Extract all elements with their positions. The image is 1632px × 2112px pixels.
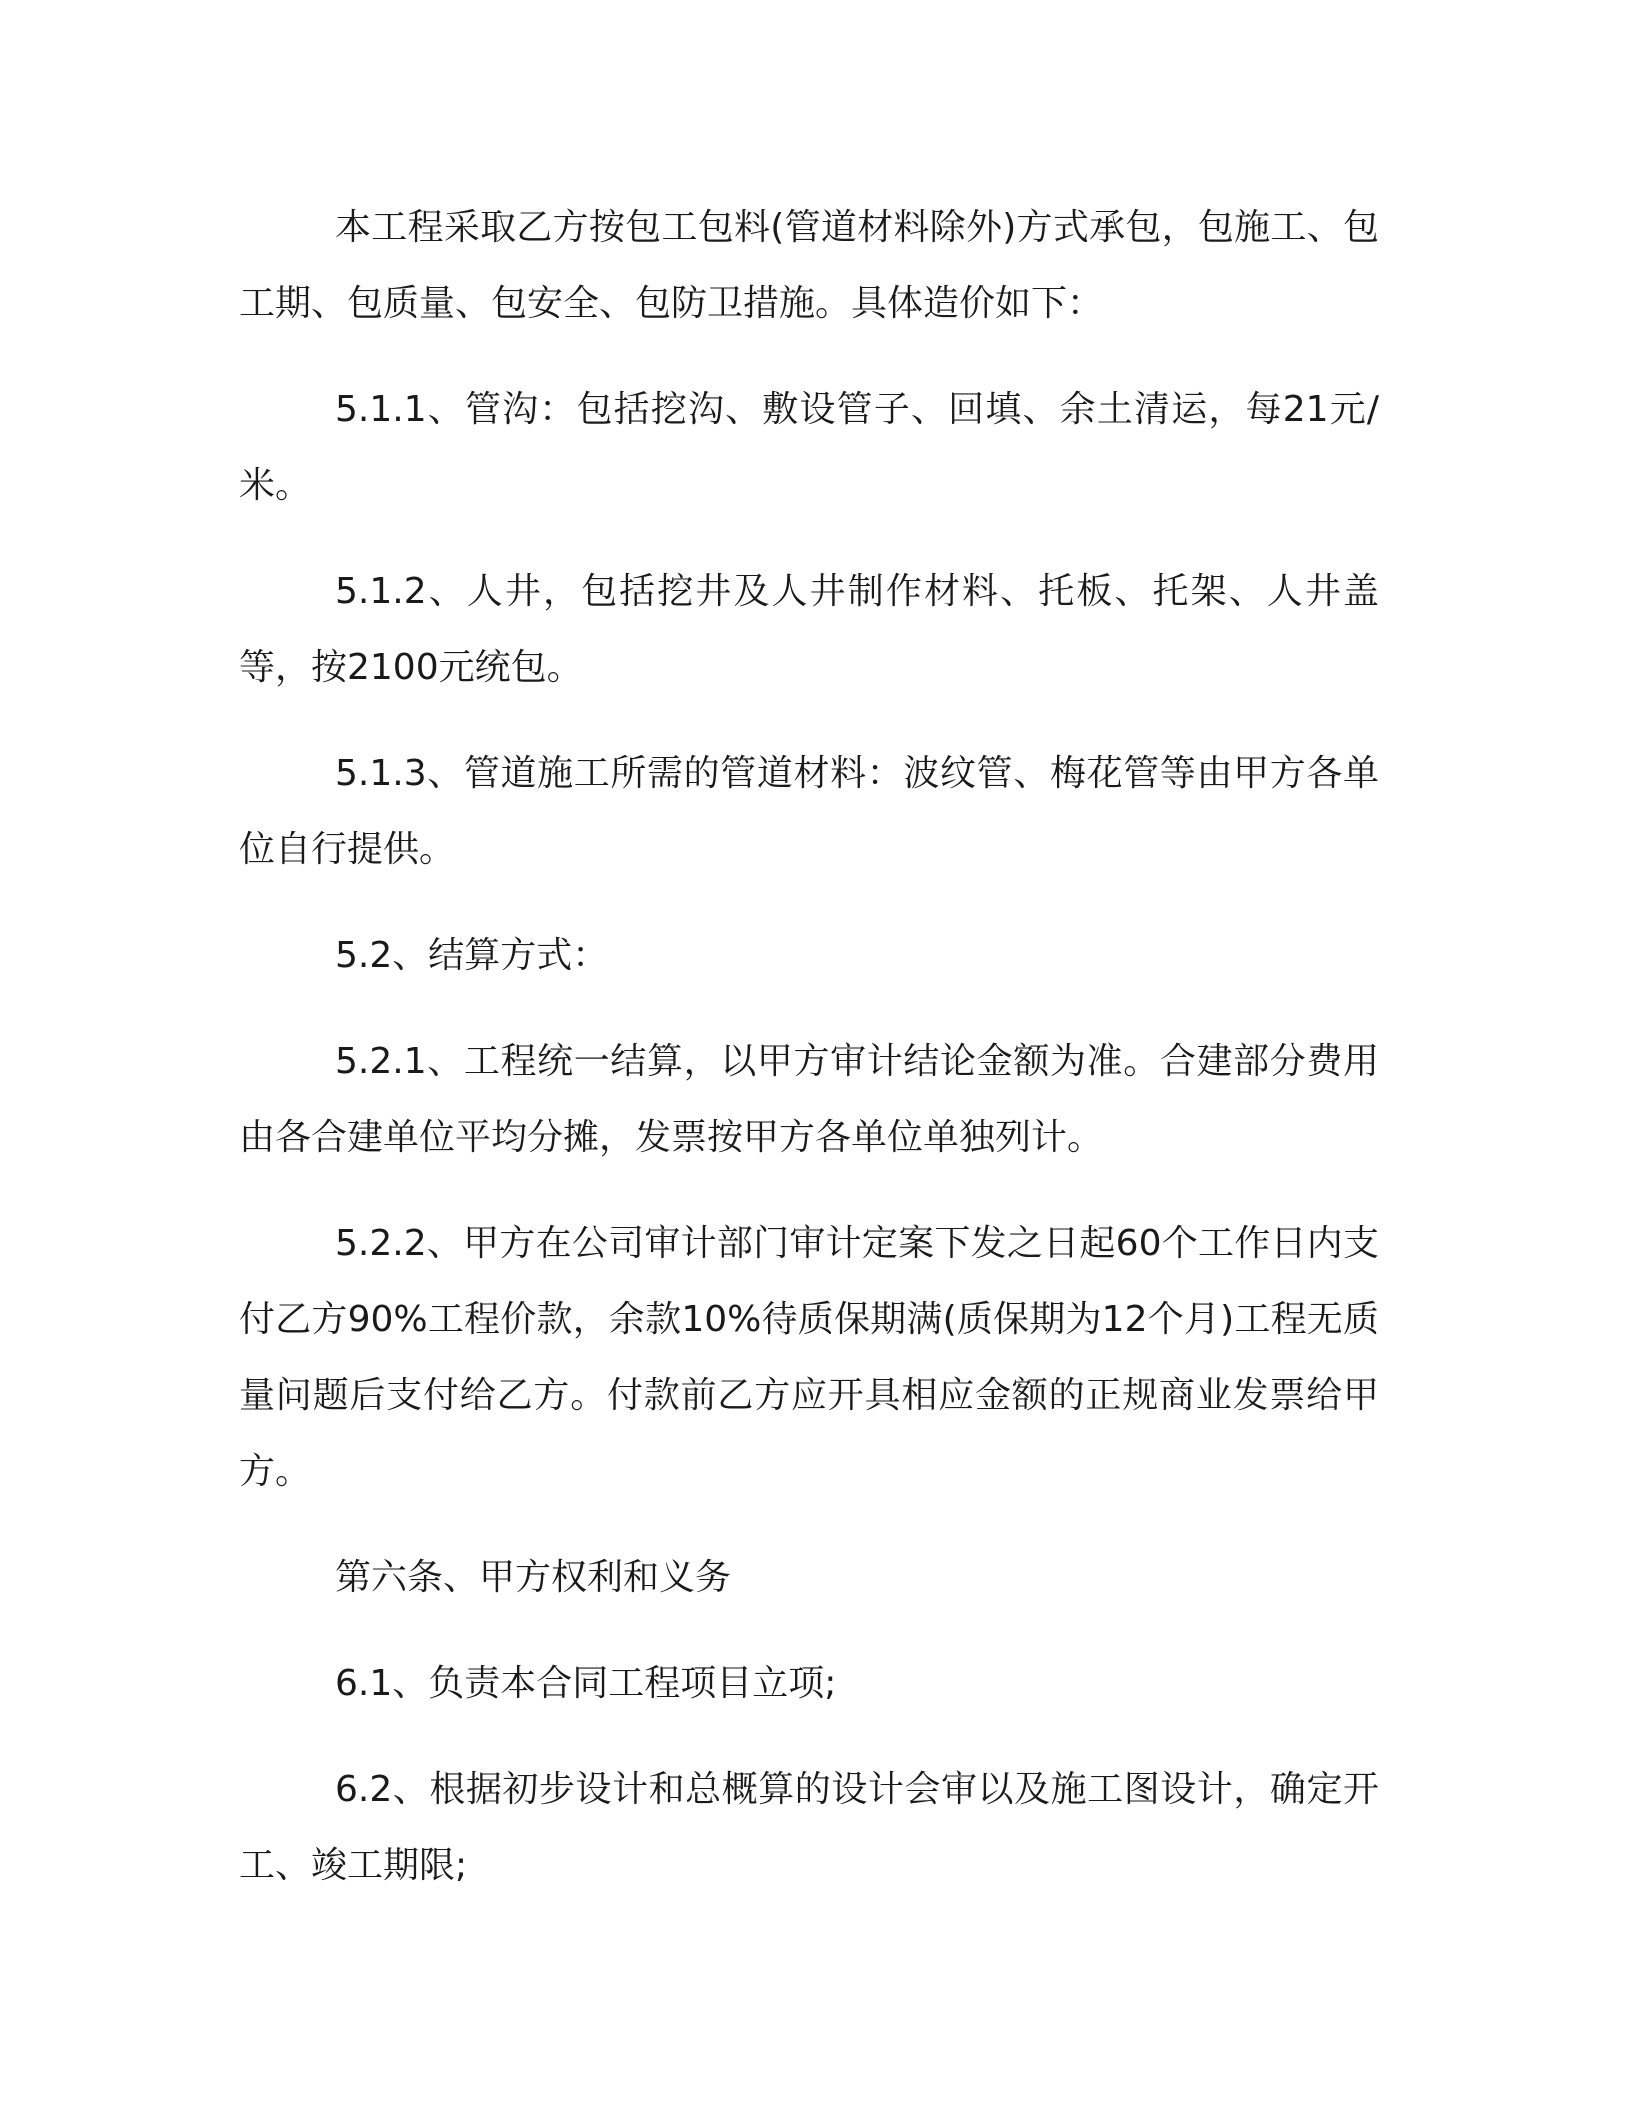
paragraph-5-1-2: 5.1.2、人井，包括挖井及人井制作材料、托板、托架、人井盖等，按2100元统包。 bbox=[239, 571, 1379, 688]
paragraph-5-2-2: 5.2.2、甲方在公司审计部门审计定案下发之日起60个工作日内支付乙方90%工程价款，余款10%待质保期满(质保期为12个月)工程无质量问题后支付给乙方。付款前乙方应开具相应金额的正规商业发票给甲方。 bbox=[239, 1223, 1379, 1492]
paragraph-5-2-1: 5.2.1、工程统一结算，以甲方审计结论金额为准。合建部分费用由各合建单位平均分摊，发票按甲方各单位单独列计。 bbox=[239, 1041, 1379, 1158]
paragraph-5-1-1: 5.1.1、管沟：包括挖沟、敷设管子、回填、余土清运，每21元/米。 bbox=[239, 389, 1379, 506]
paragraph-scope: 本工程采取乙方按包工包料(管道材料除外)方式承包，包施工、包工期、包质量、包安全、包防卫措施。具体造价如下： bbox=[239, 207, 1379, 324]
contract-body bbox=[239, 190, 1379, 1934]
paragraph-6-2: 6.2、根据初步设计和总概算的设计会审以及施工图设计，确定开工、竣工期限; bbox=[239, 1769, 1379, 1886]
paragraph-5-1-3: 5.1.3、管道施工所需的管道材料：波纹管、梅花管等由甲方各单位自行提供。 bbox=[239, 753, 1379, 870]
section-heading-article-6: 第六条、甲方权利和义务 bbox=[335, 1557, 732, 1598]
paragraph-5-2: 5.2、结算方式： bbox=[335, 935, 609, 976]
paragraph-6-1: 6.1、负责本合同工程项目立项; bbox=[335, 1663, 837, 1704]
